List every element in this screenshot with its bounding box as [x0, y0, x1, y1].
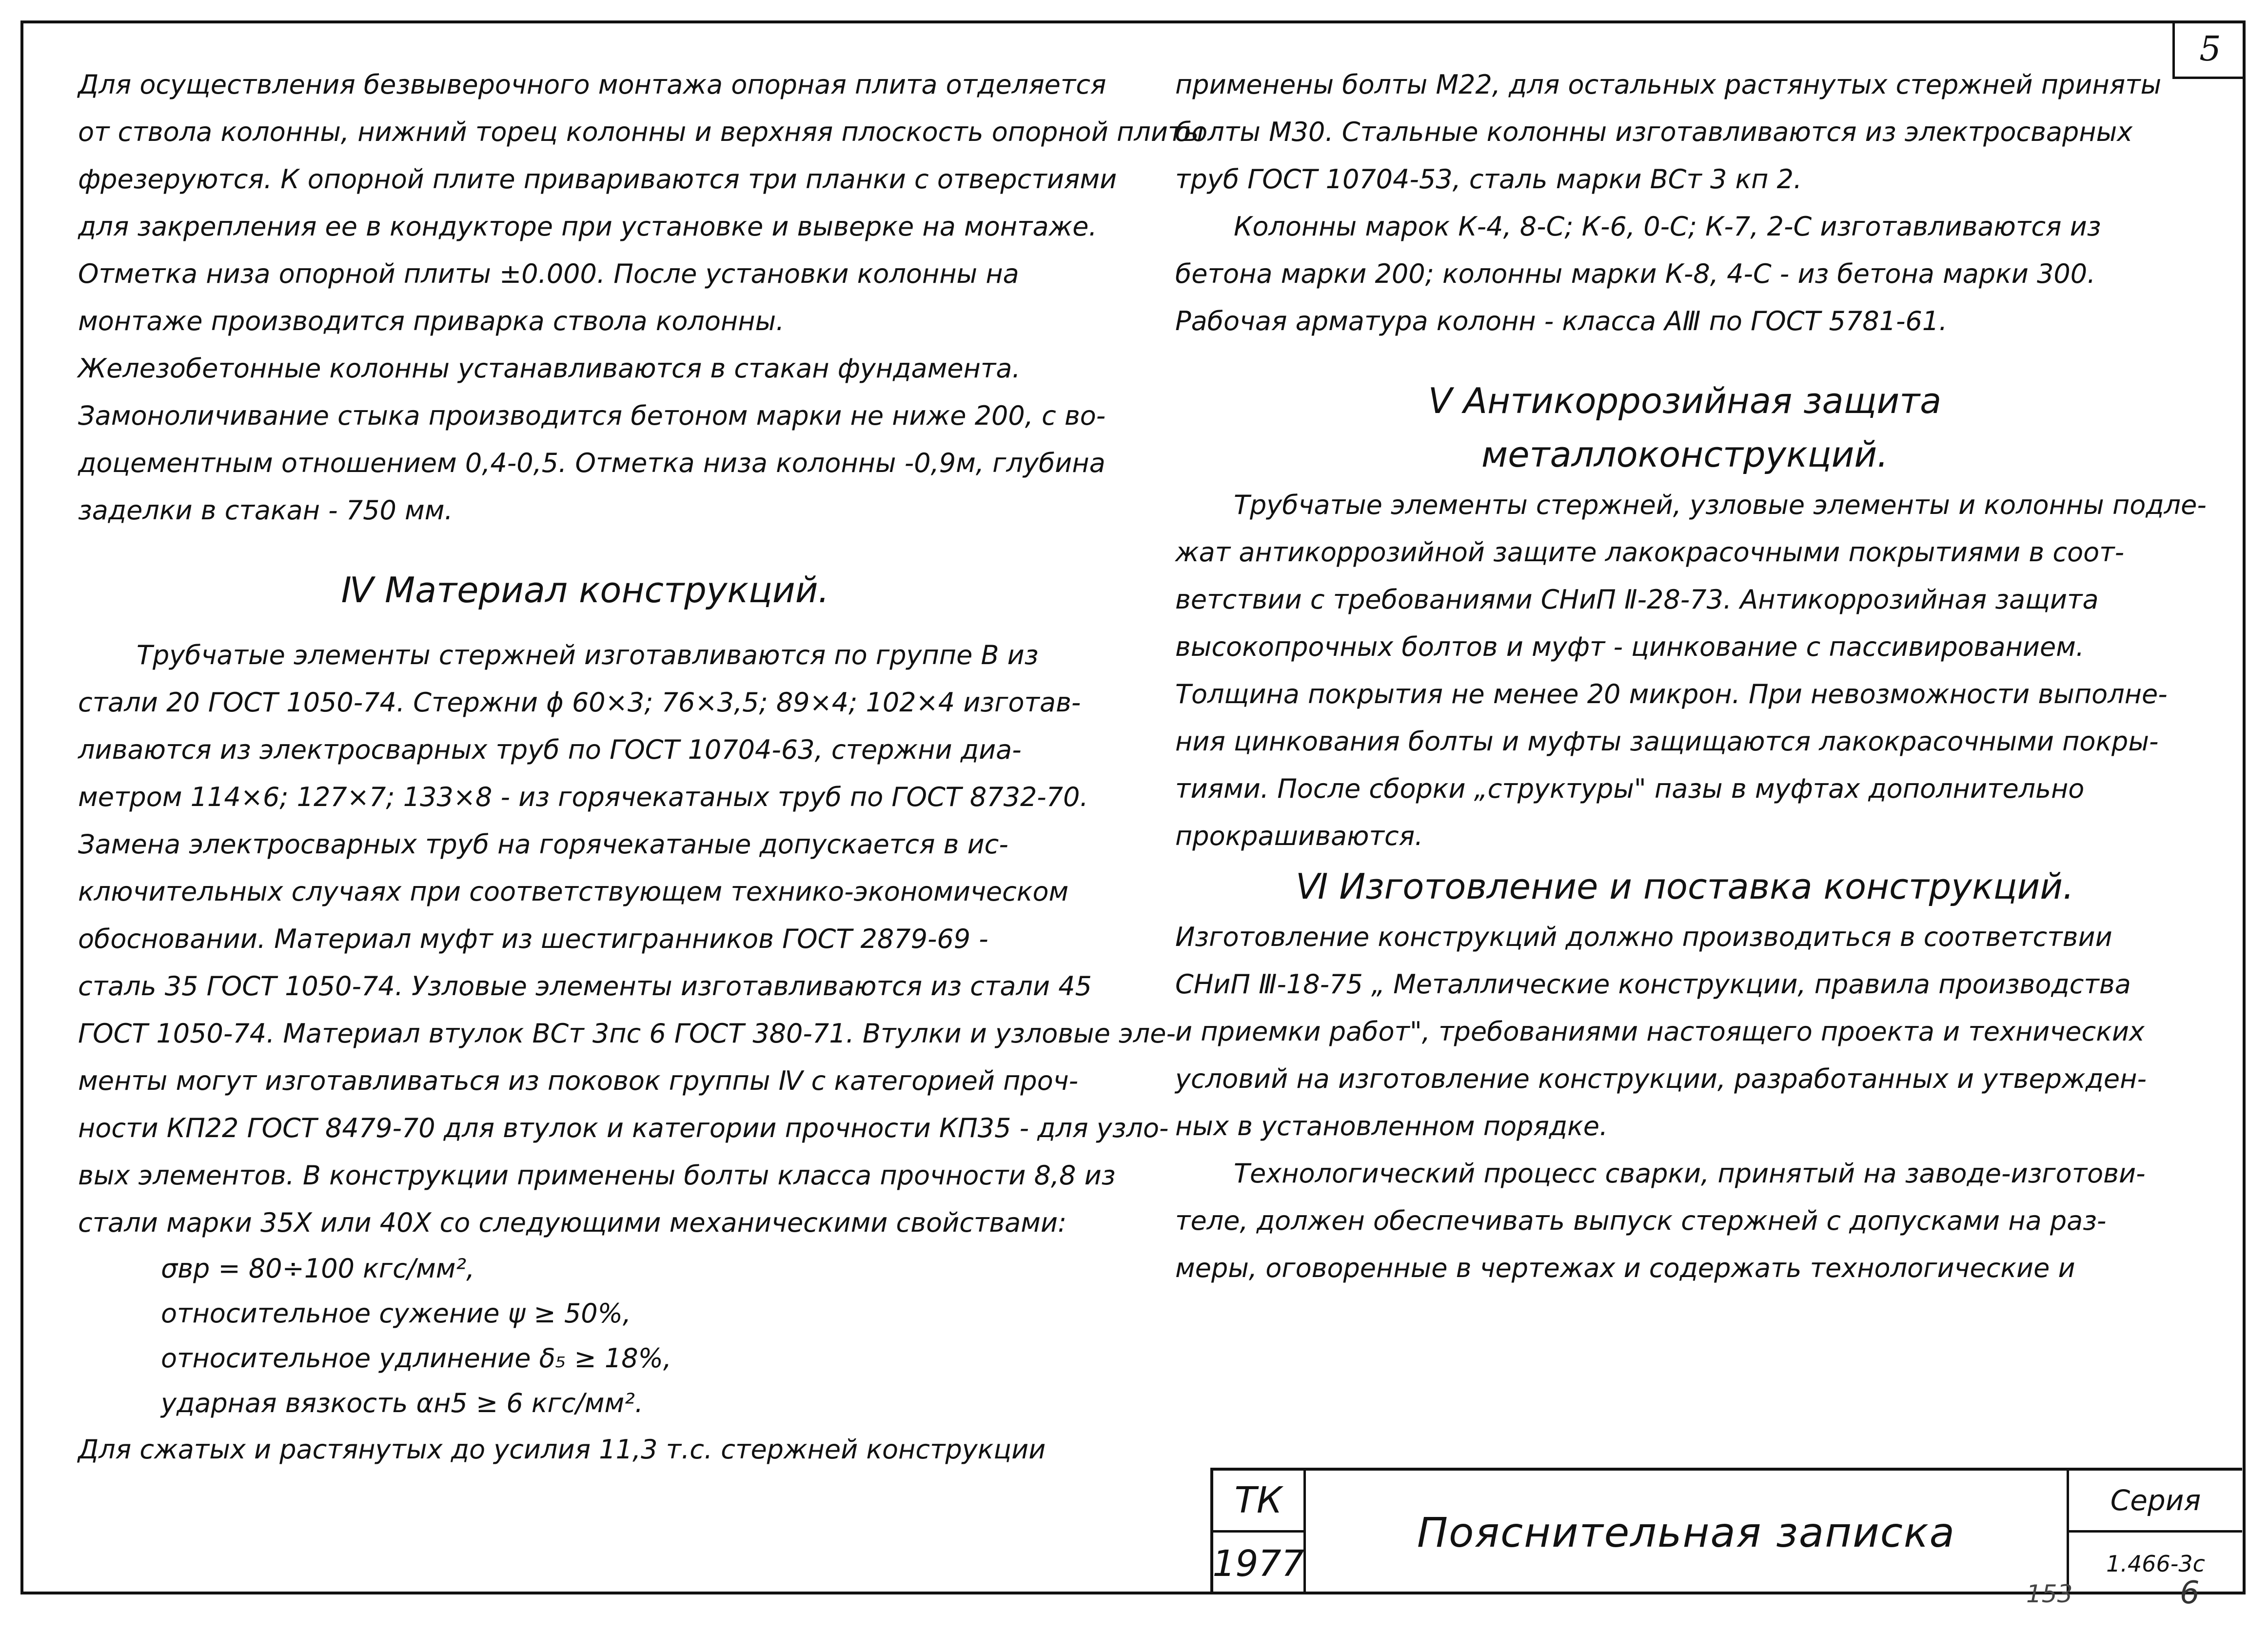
text-line: стали марки 35Х или 40Х со следующими механическими свойствами: [78, 1207, 1067, 1238]
text-line: обосновании. Материал муфт из шестигранников ГОСТ 2879-69 - [78, 924, 988, 954]
text-line: условий на изготовление конструкции, разработанных и утвержден- [1175, 1063, 2147, 1094]
text-line: Для сжатых и растянутых до усилия 11,3 т.с. стержней конструкции [78, 1434, 1046, 1465]
footer-page-number: 6 [2180, 1575, 2200, 1611]
title-block [1210, 1468, 2242, 1594]
text-line: вых элементов. В конструкции применены болты класса прочности 8,8 из [78, 1160, 1116, 1191]
text-line: ности КП22 ГОСТ 8479-70 для втулок и категории прочности КП35 - для узло- [78, 1113, 1169, 1143]
text-line: монтаже производится приварка ствола колонны. [78, 306, 785, 336]
text-line: и приемки работ", требованиями настоящего проекта и технических [1175, 1016, 2145, 1047]
section-heading-v: Ⅴ Антикоррозийная защита [1428, 380, 1942, 421]
text-line: Трубчатые элементы стержней изготавливаются по группе В из [137, 640, 1039, 670]
text-line: СНиП Ⅲ-18-75 „ Металлические конструкции, правила производства [1175, 969, 2131, 1000]
text-line: жат антикоррозийной защите лакокрасочными покрытиями в соот- [1175, 537, 2125, 568]
document-title: Пояснительная записка [1417, 1509, 1956, 1556]
text-line: прокрашиваются. [1175, 821, 1423, 851]
series-value: 1.466-3с [2106, 1550, 2205, 1577]
text-line: от ствола колонны, нижний торец колонны и верхняя плоскость опорной плиты [78, 117, 1204, 147]
text-line: ГОСТ 1050-74. Материал втулок ВСт 3пс 6 ГОСТ 380-71. Втулки и узловые эле- [78, 1018, 1176, 1049]
section-heading-v-cont: металлоконструкций. [1481, 434, 1889, 475]
text-line: ния цинкования болты и муфты защищаются лакокрасочными покры- [1175, 726, 2159, 757]
text-line: бетона марки 200; колонны марки К-8, 4-С - из бетона марки 300. [1175, 258, 2096, 289]
text-line: Толщина покрытия не менее 20 микрон. При невозможности выполне- [1175, 679, 2168, 709]
text-line: заделки в стакан - 750 мм. [78, 495, 453, 526]
section-heading-iv: Ⅳ Материал конструкций. [341, 570, 829, 610]
text-line: ных в установленном порядке. [1175, 1111, 1608, 1141]
formula-line: относительное удлинение δ₅ ≥ 18%, [161, 1343, 672, 1374]
org-code: ТК [1213, 1471, 1303, 1533]
text-line: фрезеруются. К опорной плите привариваются три планки с отверстиями [78, 164, 1117, 195]
text-line: менты могут изготавливаться из поковок группы Ⅳ с категорией проч- [78, 1065, 1079, 1096]
series-label: Серия [2069, 1471, 2242, 1533]
text-line: ливаются из электросварных труб по ГОСТ 10704-63, стержни диа- [78, 734, 1022, 765]
text-line: болты М30. Стальные колонны изготавливаются из электросварных [1175, 117, 2133, 147]
page-number: 5 [2172, 20, 2246, 79]
text-line: Технологический процесс сварки, принятый на заводе-изготови- [1234, 1158, 2146, 1189]
text-line: стали 20 ГОСТ 1050-74. Стержни ϕ 60×3; 76×3,5; 89×4; 102×4 изготав- [78, 687, 1081, 718]
text-line: Железобетонные колонны устанавливаются в стакан фундамента. [78, 353, 1021, 384]
text-line: ветствии с требованиями СНиП Ⅱ-28-73. Антикоррозийная защита [1175, 584, 2099, 615]
text-line: Замена электросварных труб на горячекатаные допускается в ис- [78, 829, 1008, 860]
text-line: доцементным отношением 0,4-0,5. Отметка низа колонны -0,9м, глубина [78, 448, 1105, 478]
text-line: меры, оговоренные в чертежах и содержать технологические и [1175, 1253, 2075, 1283]
text-line: Рабочая арматура колонн - класса АⅢ по ГОСТ 5781-61. [1175, 306, 1948, 336]
formula-line: относительное сужение ψ ≥ 50%, [161, 1298, 631, 1329]
text-line: для закрепления ее в кондукторе при установке и выверке на монтаже. [78, 211, 1097, 242]
formula-line: ударная вязкость αн5 ≥ 6 кгс/мм². [161, 1388, 644, 1418]
text-line: ключительных случаях при соответствующем технико-экономическом [78, 876, 1069, 907]
right-column [1175, 61, 2207, 1292]
text-line: теле, должен обеспечивать выпуск стержней с допусками на раз- [1175, 1205, 2107, 1236]
org-year: 1977 [1212, 1542, 1304, 1585]
formula-line: σвр = 80÷100 кгс/мм², [161, 1253, 475, 1284]
text-line: Изготовление конструкций должно производиться в соответствии [1175, 922, 2112, 952]
text-line: Замоноличивание стыка производится бетоном марки не ниже 200, с во- [78, 400, 1106, 431]
left-column [78, 61, 1204, 1473]
text-line: метром 114×6; 127×7; 133×8 - из горячекатаных труб по ГОСТ 8732-70. [78, 782, 1088, 812]
text-line: Отметка низа опорной плиты ±0.000. После установки колонны на [78, 258, 1019, 289]
text-line: применены болты М22, для остальных растянутых стержней приняты [1175, 69, 2162, 100]
text-line: высокопрочных болтов и муфт - цинкование с пассивированием. [1175, 631, 2085, 662]
series-cell [2067, 1471, 2242, 1594]
text-line: Колонны марок К-4, 8-С; К-6, 0-С; К-7, 2-С изготавливаются из [1234, 211, 2101, 242]
section-heading-vi: Ⅵ Изготовление и поставка конструкций. [1296, 866, 2074, 907]
footer-code: 153 [2026, 1580, 2073, 1608]
text-line: труб ГОСТ 10704-53, сталь марки ВСт 3 кп 2. [1175, 164, 1802, 195]
org-cell [1213, 1471, 1306, 1594]
text-line: Для осуществления безвыверочного монтажа опорная плита отделяется [78, 69, 1106, 100]
text-line: Трубчатые элементы стержней, узловые элементы и колонны подле- [1234, 490, 2207, 520]
text-line: тиями. После сборки „структуры" пазы в муфтах дополнительно [1175, 773, 2085, 804]
text-line: сталь 35 ГОСТ 1050-74. Узловые элементы изготавливаются из стали 45 [78, 971, 1092, 1002]
